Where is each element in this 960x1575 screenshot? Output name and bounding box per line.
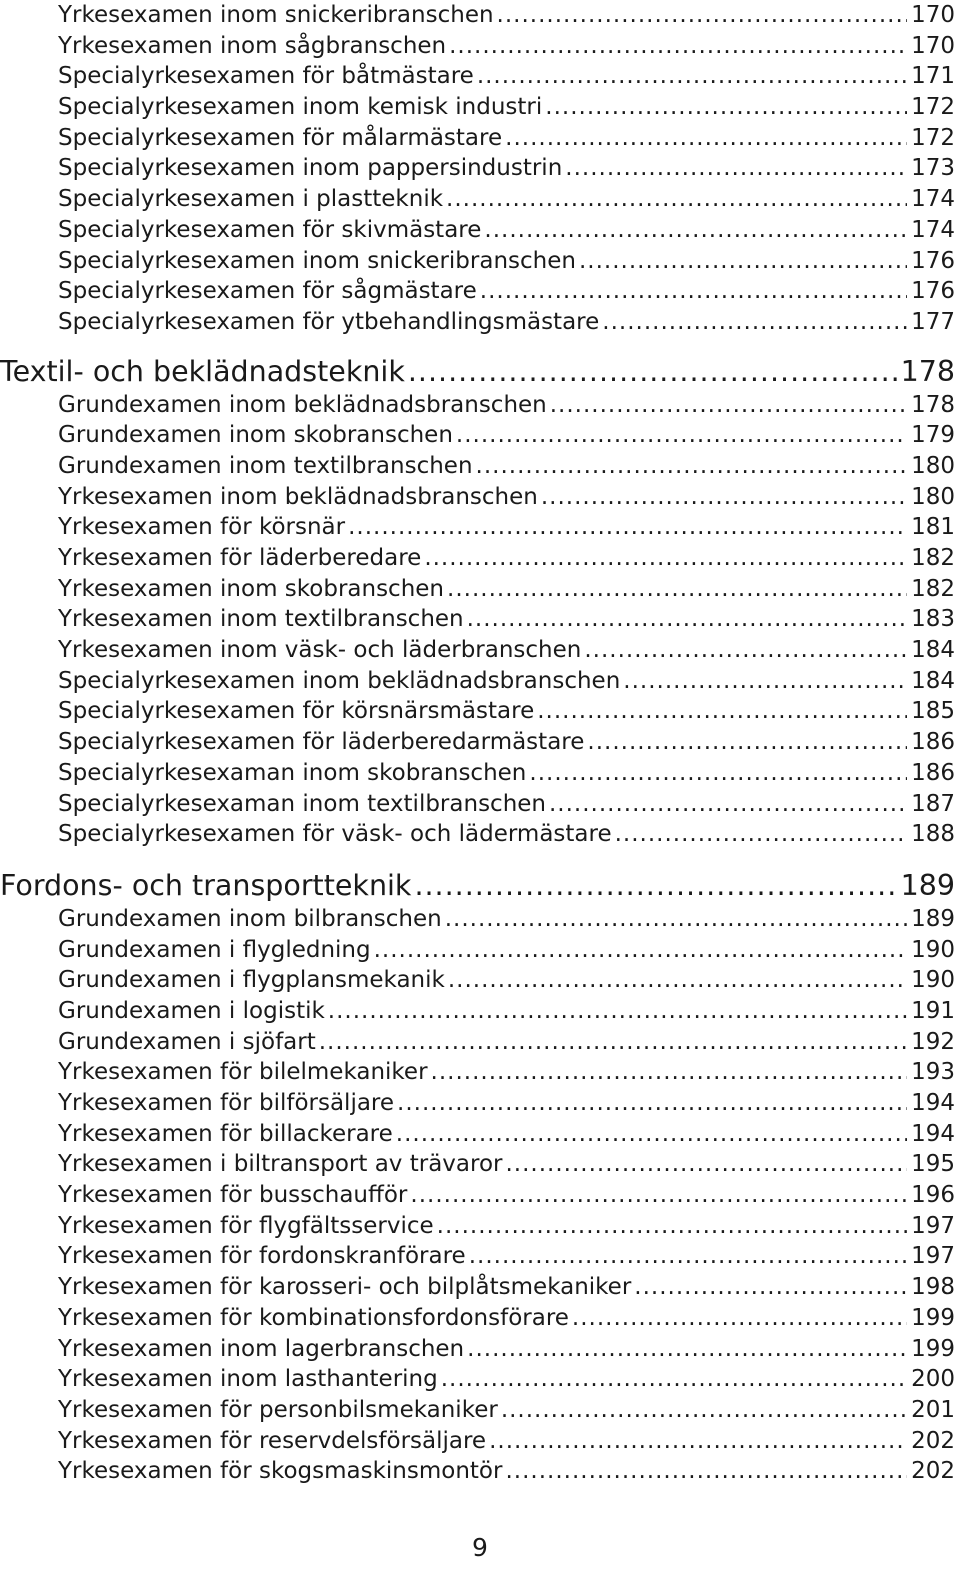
dot-leader xyxy=(424,543,907,574)
toc-entry-page: 173 xyxy=(911,155,955,182)
toc-entry[interactable] xyxy=(0,1119,955,1150)
dot-leader xyxy=(602,307,907,338)
toc-entry-page: 177 xyxy=(911,308,955,335)
toc-entry-title: Yrkesexamen för läderberedare xyxy=(58,545,422,571)
toc-entry-title: Grundexamen i flygplansmekanik xyxy=(58,967,445,994)
toc-entry-title: Specialyrkesexamen inom pappersindustrin xyxy=(58,155,563,182)
toc-entry-title: Yrkesexamen för skogsmaskinsmontör xyxy=(58,1458,503,1485)
dot-leader xyxy=(505,123,907,154)
toc-entry[interactable] xyxy=(0,1027,955,1058)
dot-leader xyxy=(319,1027,907,1058)
toc-entry-title: Specialyrkesexaman inom textilbranschen xyxy=(58,790,546,817)
toc-entry[interactable] xyxy=(0,758,955,789)
toc-entry-title: Grundexamen inom bilbranschen xyxy=(58,905,442,932)
toc-entry-page: 199 xyxy=(911,1335,955,1362)
toc-entry-title: Grundexamen inom skobranschen xyxy=(58,422,453,449)
toc-entry-title: Yrkesexamen för flygfältsservice xyxy=(58,1212,434,1239)
toc-entry-page: 197 xyxy=(911,1243,955,1270)
toc-entry-page: 190 xyxy=(911,936,955,963)
toc-entry-title: Yrkesexamen för personbilsmekaniker xyxy=(58,1396,498,1423)
toc-entry[interactable] xyxy=(0,1364,955,1395)
toc-entry-title: Yrkesexamen inom lasthantering xyxy=(58,1366,438,1393)
dot-leader xyxy=(484,215,907,246)
dot-leader xyxy=(541,482,907,513)
toc-entry-page: 193 xyxy=(911,1059,955,1086)
dot-leader xyxy=(549,789,907,820)
toc-entry[interactable] xyxy=(0,390,955,421)
toc-entry-page: 190 xyxy=(911,967,955,994)
dot-leader xyxy=(587,727,907,758)
toc-entry[interactable] xyxy=(0,819,955,850)
toc-entry-title: Yrkesexamen i biltransport av trävaror xyxy=(58,1151,503,1178)
toc-entry[interactable] xyxy=(0,935,955,966)
dot-leader xyxy=(374,935,907,966)
toc-entry[interactable] xyxy=(0,1303,955,1334)
toc-entry[interactable] xyxy=(0,276,955,307)
toc-entry[interactable] xyxy=(0,246,955,277)
toc-entry-page: 186 xyxy=(911,759,955,786)
toc-entry-title: Yrkesexamen för bilförsäljare xyxy=(58,1090,395,1116)
dot-leader xyxy=(396,1119,907,1150)
toc-entry-title: Yrkesexamen för karosseri- och bilplåtsmekaniker xyxy=(58,1274,632,1301)
toc-entry-title: Yrkesexamen för reservdelsförsäljare xyxy=(58,1427,487,1454)
toc-entry[interactable] xyxy=(0,965,955,996)
toc-entry-title: Yrkesexamen för busschaufför xyxy=(58,1182,408,1209)
toc-heading-title: Fordons- och transportteknik xyxy=(0,868,412,902)
dot-leader xyxy=(431,1057,908,1088)
toc-entry-title: Yrkesexamen inom lagerbranschen xyxy=(58,1335,465,1362)
toc-entry[interactable] xyxy=(0,789,955,820)
dot-leader xyxy=(448,965,907,996)
toc-entry[interactable] xyxy=(0,1456,955,1487)
toc-entry-page: 199 xyxy=(911,1304,955,1331)
toc-entry-page: 184 xyxy=(911,667,955,694)
toc-entry[interactable] xyxy=(0,635,955,666)
toc-entry-title: Specialyrkesexaman inom skobranschen xyxy=(58,759,527,786)
toc-entry-page: 182 xyxy=(911,575,955,602)
toc-entry[interactable] xyxy=(0,727,955,758)
dot-leader xyxy=(414,868,896,904)
toc-entry-page: 186 xyxy=(911,729,955,756)
dot-leader xyxy=(501,1395,907,1426)
toc-entry-page: 198 xyxy=(911,1274,955,1301)
dot-leader xyxy=(476,451,908,482)
toc-entry-page: 191 xyxy=(911,997,955,1024)
dot-leader xyxy=(579,246,907,277)
toc-entry-title: Yrkesexamen inom skobranschen xyxy=(58,575,445,602)
toc-entry-page: 179 xyxy=(911,422,955,449)
toc-entry-page: 195 xyxy=(911,1151,955,1178)
toc-entry-page: 181 xyxy=(911,514,955,541)
dot-leader xyxy=(537,696,907,727)
toc-entry-page: 174 xyxy=(911,186,955,213)
toc-entry-title: Specialyrkesexamen i plastteknik xyxy=(58,186,444,213)
toc-heading-page: 189 xyxy=(900,868,955,902)
toc-entry[interactable] xyxy=(0,1211,955,1242)
toc-entry-title: Specialyrkesexamen för ytbehandlingsmästare xyxy=(58,308,600,335)
toc-entry-page: 200 xyxy=(911,1366,955,1393)
dot-leader xyxy=(634,1272,907,1303)
toc-entry[interactable] xyxy=(0,696,955,727)
toc-entry-page: 172 xyxy=(911,124,955,151)
dot-leader xyxy=(572,1303,907,1334)
toc-entry-page: 202 xyxy=(911,1427,955,1454)
dot-leader xyxy=(505,1456,907,1487)
toc-entry-title: Specialyrkesexamen för båtmästare xyxy=(58,63,474,90)
dot-leader xyxy=(489,1426,907,1457)
toc-entry-page: 180 xyxy=(911,452,955,479)
toc-entry-page: 202 xyxy=(911,1458,955,1485)
dot-leader xyxy=(505,1149,907,1180)
toc-entry-title: Grundexamen inom beklädnadsbranschen xyxy=(58,391,547,418)
toc-entry[interactable] xyxy=(0,0,955,31)
dot-leader xyxy=(550,390,907,421)
toc-entry-title: Yrkesexamen för körsnär xyxy=(58,514,346,541)
toc-entry-title: Yrkesexamen inom beklädnadsbranschen xyxy=(58,483,538,510)
toc-entry[interactable] xyxy=(0,420,955,451)
toc-entry[interactable] xyxy=(0,1057,955,1088)
toc-entry-title: Specialyrkesexamen inom kemisk industri xyxy=(58,94,543,121)
toc-entry-page: 189 xyxy=(911,905,955,932)
toc-entry[interactable] xyxy=(0,996,955,1027)
dot-leader xyxy=(584,635,907,666)
toc-entry-page: 178 xyxy=(911,391,955,418)
toc-entry-page: 192 xyxy=(911,1028,955,1055)
toc-entry-page: 184 xyxy=(911,637,955,664)
toc-entry[interactable] xyxy=(0,215,955,246)
toc-entry-title: Grundexamen i logistik xyxy=(58,997,325,1024)
toc-entry[interactable] xyxy=(0,451,955,482)
toc-entry-page: 197 xyxy=(911,1212,955,1239)
toc-entry-title: Specialyrkesexamen för läderberedarmästare xyxy=(58,729,585,756)
toc-entry[interactable] xyxy=(0,184,955,215)
toc-entry-page: 174 xyxy=(911,216,955,243)
dot-leader xyxy=(447,574,907,605)
dot-leader xyxy=(408,354,897,390)
dot-leader xyxy=(467,1334,907,1365)
toc-entry-page: 188 xyxy=(911,821,955,848)
toc-entry-page: 182 xyxy=(911,545,955,571)
toc-entry[interactable] xyxy=(0,1149,955,1180)
toc-entry-title: Grundexamen i sjöfart xyxy=(58,1028,316,1055)
toc-entry-page: 176 xyxy=(911,247,955,274)
toc-entry[interactable] xyxy=(0,1241,955,1272)
toc-entry[interactable] xyxy=(0,92,955,123)
toc-entry-title: Yrkesexamen för bilelmekaniker xyxy=(58,1059,428,1086)
dot-leader xyxy=(545,92,907,123)
dot-leader xyxy=(480,276,907,307)
dot-leader xyxy=(397,1088,907,1119)
toc-entry-title: Yrkesexamen inom väsk- och läderbranschen xyxy=(58,637,582,664)
page-number: 9 xyxy=(472,1533,488,1562)
dot-leader xyxy=(348,512,907,543)
toc-entry[interactable] xyxy=(0,666,955,697)
toc-entry-page: 196 xyxy=(911,1182,955,1209)
toc-entry[interactable] xyxy=(0,307,955,338)
toc-entry[interactable] xyxy=(0,61,955,92)
toc-entry-page: 170 xyxy=(911,32,955,59)
toc-entry[interactable] xyxy=(0,1334,955,1365)
toc-entry-page: 180 xyxy=(911,483,955,510)
toc-entry[interactable] xyxy=(0,574,955,605)
toc-entry[interactable] xyxy=(0,1088,955,1119)
toc-entry[interactable] xyxy=(0,1395,955,1426)
toc-entry-page: 183 xyxy=(911,606,955,633)
toc-entry[interactable] xyxy=(0,1180,955,1211)
toc-entry-page: 170 xyxy=(911,2,955,28)
toc-entry-title: Grundexamen i flygledning xyxy=(58,936,371,963)
toc-entry-title: Specialyrkesexamen för skivmästare xyxy=(58,216,482,243)
toc-entry-title: Specialyrkesexamen för väsk- och lädermästare xyxy=(58,821,612,848)
toc-entry-page: 185 xyxy=(911,698,955,725)
toc-entry-page: 194 xyxy=(911,1090,955,1116)
toc-entry[interactable] xyxy=(0,153,955,184)
toc-entry[interactable] xyxy=(0,604,955,635)
dot-leader xyxy=(456,420,907,451)
toc-heading-title: Textil- och beklädnadsteknik xyxy=(0,354,405,388)
toc-entry-page: 172 xyxy=(911,94,955,121)
toc-entry-page: 187 xyxy=(911,790,955,817)
toc-entry-title: Grundexamen inom textilbranschen xyxy=(58,452,473,479)
toc-entry-title: Yrkesexamen inom textilbranschen xyxy=(58,606,464,633)
dot-leader xyxy=(328,996,907,1027)
toc-entry-title: Specialyrkesexamen för körsnärsmästare xyxy=(58,698,535,725)
toc-entry-title: Yrkesexamen för kombinationsfordonsförare xyxy=(58,1304,569,1331)
toc-entry-title: Specialyrkesexamen inom beklädnadsbranschen xyxy=(58,667,621,694)
dot-leader xyxy=(441,1364,907,1395)
toc-entry-title: Yrkesexamen för fordonskranförare xyxy=(58,1243,466,1270)
toc-entry[interactable] xyxy=(0,904,955,935)
toc-entry[interactable] xyxy=(0,31,955,62)
toc-entry-title: Yrkesexamen inom snickeribranschen xyxy=(58,2,494,28)
toc-entry[interactable] xyxy=(0,1272,955,1303)
dot-leader xyxy=(437,1211,907,1242)
dot-leader xyxy=(445,904,907,935)
dot-leader xyxy=(449,31,907,62)
toc-entry[interactable] xyxy=(0,543,955,574)
dot-leader xyxy=(497,0,908,31)
dot-leader xyxy=(469,1241,907,1272)
dot-leader xyxy=(477,61,907,92)
toc-entry[interactable] xyxy=(0,123,955,154)
toc-entry-title: Yrkesexamen för billackerare xyxy=(58,1120,393,1147)
dot-leader xyxy=(529,758,907,789)
toc-entry-page: 201 xyxy=(911,1396,955,1423)
toc-entry-title: Yrkesexamen inom sågbranschen xyxy=(58,32,447,59)
dot-leader xyxy=(623,666,907,697)
toc-entry-title: Specialyrkesexamen för målarmästare xyxy=(58,124,503,151)
toc-entry-page: 171 xyxy=(911,63,955,90)
dot-leader xyxy=(446,184,907,215)
toc-entry-title: Specialyrkesexamen inom snickeribranschen xyxy=(58,247,576,274)
dot-leader xyxy=(565,153,907,184)
dot-leader xyxy=(615,819,907,850)
toc-heading-page: 178 xyxy=(900,354,955,388)
toc-entry-page: 176 xyxy=(911,278,955,305)
dot-leader xyxy=(467,604,907,635)
toc-entry[interactable] xyxy=(0,512,955,543)
toc-entry[interactable] xyxy=(0,1426,955,1457)
toc-entry[interactable] xyxy=(0,482,955,513)
toc-entry-title: Specialyrkesexamen för sågmästare xyxy=(58,278,477,305)
toc-section-heading-fordon[interactable] xyxy=(0,868,955,904)
toc-section-heading-textil[interactable] xyxy=(0,354,955,390)
dot-leader xyxy=(410,1180,907,1211)
toc-entry-page: 194 xyxy=(911,1120,955,1147)
